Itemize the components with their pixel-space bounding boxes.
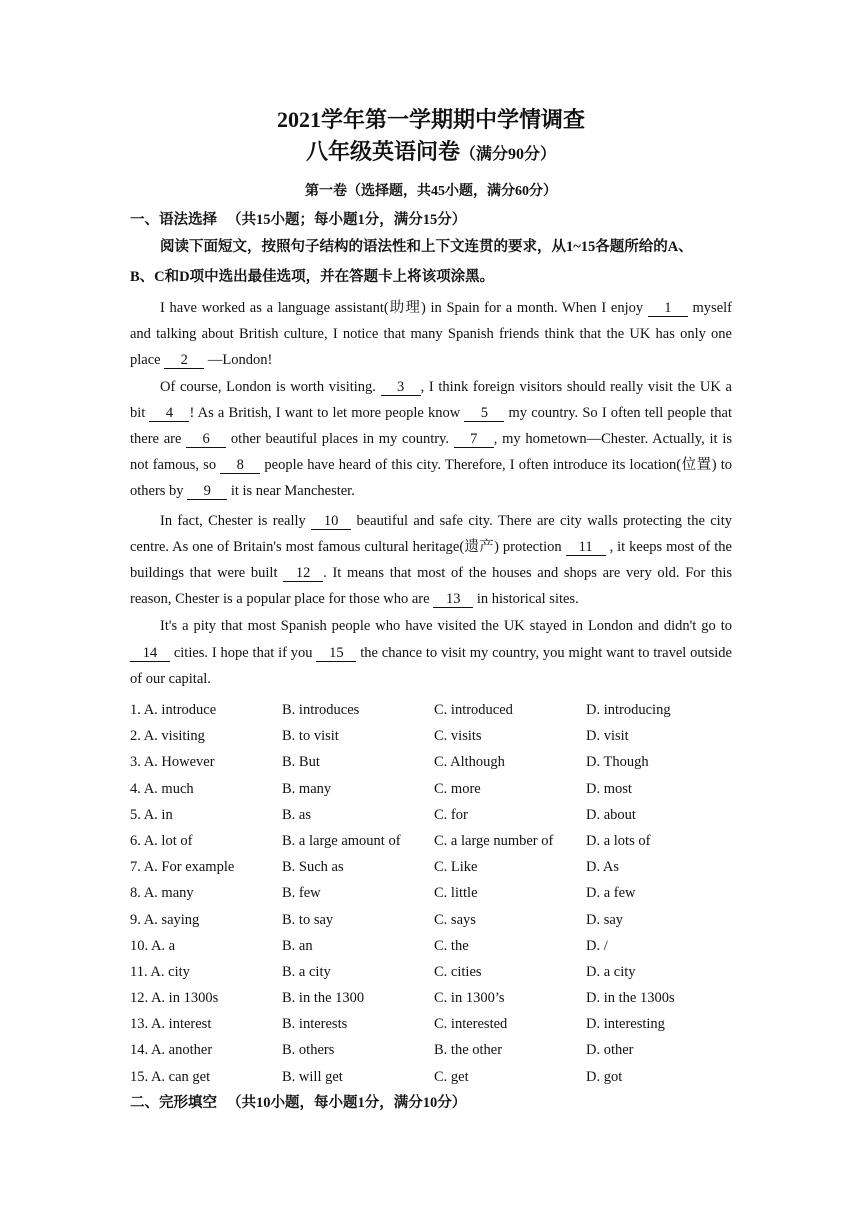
option-row: [130, 959, 732, 985]
answer-blank: 4: [149, 405, 189, 422]
option-choice: B. interests: [282, 1016, 348, 1033]
option-row: [130, 1037, 732, 1063]
option-choice: C. get: [434, 1068, 469, 1085]
exam-subtitle-text: 八年级英语问卷: [305, 139, 460, 164]
option-choice: C. cities: [434, 963, 482, 980]
answer-blank: 1: [648, 300, 688, 317]
option-choice: B. a large amount of: [282, 832, 401, 849]
option-row: [130, 1064, 732, 1090]
option-choice: C. Although: [434, 754, 505, 771]
option-choice: D. Though: [586, 754, 649, 771]
option-choice: B. few: [282, 885, 321, 902]
option-choice: D. a few: [586, 885, 636, 902]
option-choice: C. for: [434, 806, 468, 823]
option-choice: D. As: [586, 859, 620, 876]
option-row: [130, 933, 732, 959]
option-choice: B. others: [282, 1042, 335, 1059]
section2-title: 二、完形填空: [130, 1095, 217, 1111]
answer-blank: 7: [454, 431, 494, 448]
option-row: [130, 854, 732, 880]
option-choice: 1. A. introduce: [130, 702, 217, 718]
option-choice: C. little: [434, 885, 478, 902]
option-choice: 11. A. city: [130, 963, 190, 980]
option-choice: B. introduces: [282, 702, 360, 718]
option-choice: C. visits: [434, 728, 482, 745]
section2-heading: [130, 1091, 466, 1112]
section1-heading: [130, 208, 466, 229]
option-row: [130, 776, 732, 802]
option-choice: 14. A. another: [130, 1042, 213, 1059]
option-row: [130, 1011, 732, 1037]
answer-blank: 12: [283, 565, 323, 582]
answer-blank: 8: [220, 457, 260, 474]
option-choice: 4. A. much: [130, 780, 194, 797]
option-row: [130, 723, 732, 749]
option-choice: 8. A. many: [130, 885, 194, 902]
option-choice: B. in the 1300: [282, 990, 365, 1007]
answer-options: [130, 697, 732, 1090]
option-choice: D. in the 1300s: [586, 990, 675, 1007]
option-choice: B. an: [282, 937, 313, 954]
option-choice: 10. A. a: [130, 937, 176, 954]
exam-score-note: （满分90分）: [460, 146, 557, 163]
section1-note: （共15小题；每小题1分，满分15分）: [227, 212, 467, 228]
exam-subtitle: [130, 135, 732, 166]
option-choice: B. to visit: [282, 728, 339, 745]
option-choice: C. introduced: [434, 702, 513, 718]
option-choice: D. interesting: [586, 1016, 665, 1033]
option-row: [130, 802, 732, 828]
option-choice: D. about: [586, 806, 636, 823]
answer-blank: 3: [381, 379, 421, 396]
option-choice: B. many: [282, 780, 332, 797]
answer-blank: 9: [187, 483, 227, 500]
passage-paragraph: It's a pity that most Spanish people who have visited the UK stayed in London and didn't go to 14 cities. I hope that if you 15 the chance to visit my country, you might want to travel outside of our capital.: [130, 618, 732, 687]
option-choice: D. visit: [586, 728, 629, 745]
option-choice: B. will get: [282, 1068, 343, 1085]
option-row: [130, 828, 732, 854]
option-row: [130, 907, 732, 933]
option-row: [130, 985, 732, 1011]
answer-blank: 14: [130, 645, 170, 662]
option-row: [130, 697, 732, 723]
option-choice: 15. A. can get: [130, 1068, 211, 1085]
option-choice: 3. A. However: [130, 754, 215, 771]
passage-paragraph: In fact, Chester is really 10 beautiful and safe city. There are city walls protecting the city centre. As one of Britain's most famous cultural heritage(遗产) protection 11 , it keeps most of the buildings that were built 12 . It means that most of the houses and shops are very old. For this reason, Chester is a popular place for those who are 13 in historical sites.: [130, 512, 732, 608]
option-choice: 12. A. in 1300s: [130, 990, 219, 1007]
option-choice: C. in 1300’s: [434, 990, 505, 1007]
option-choice: D. a lots of: [586, 832, 651, 849]
passage-paragraph: Of course, London is worth visiting. 3 , I think foreign visitors should really visit the UK a bit 4 ! As a British, I want to let more people know 5 my country. So I often tell people that there are 6 other beautiful places in my country. 7 , my hometown—Chester. Actually, it is not famous, so 8 people have heard of this city. Therefore, I often introduce its location(位置) to others by 9 it is near Manchester.: [130, 378, 732, 500]
option-choice: C. the: [434, 937, 469, 954]
option-choice: D. say: [586, 911, 624, 928]
answer-blank: 2: [164, 352, 204, 369]
option-choice: D. got: [586, 1068, 623, 1085]
option-row: [130, 749, 732, 775]
exam-title: 2021学年第一学期期中学情调查: [276, 107, 585, 132]
option-choice: 2. A. visiting: [130, 728, 205, 745]
option-choice: 7. A. For example: [130, 859, 235, 876]
option-choice: D. other: [586, 1042, 634, 1059]
answer-blank: 6: [186, 431, 226, 448]
option-choice: C. interested: [434, 1016, 508, 1033]
option-choice: D. /: [586, 937, 608, 954]
section1-instruction-line1: 阅读下面短文，按照句子结构的语法性和上下文连贯的要求，从1~15各题所给的A、: [160, 239, 693, 255]
passage-paragraph: I have worked as a language assistant(助理) in Spain for a month. When I enjoy 1 myself and talking about British culture, I notice that many Spanish friends think that the UK has only one place 2 —London!: [130, 300, 732, 369]
option-choice: B. Such as: [282, 859, 344, 876]
option-choice: 13. A. interest: [130, 1016, 212, 1033]
section1-instruction-line2: B、C和D项中选出最佳选项，并在答题卡上将该项涂黑。: [130, 269, 495, 285]
answer-blank: 13: [433, 591, 473, 608]
option-choice: C. more: [434, 780, 481, 797]
option-choice: B. But: [282, 754, 320, 771]
option-choice: 5. A. in: [130, 806, 173, 823]
option-choice: D. introducing: [586, 702, 671, 718]
answer-blank: 5: [464, 405, 504, 422]
section2-note: （共10小题，每小题1分，满分10分）: [227, 1095, 467, 1111]
option-choice: C. says: [434, 911, 476, 928]
answer-blank: 15: [316, 645, 356, 662]
volume-heading: 第一卷（选择题，共45小题，满分60分）: [305, 184, 557, 199]
option-choice: C. a large number of: [434, 832, 554, 849]
option-choice: B. to say: [282, 911, 334, 928]
option-choice: D. a city: [586, 963, 636, 980]
option-choice: B. the other: [434, 1042, 503, 1059]
option-row: [130, 880, 732, 906]
option-choice: 6. A. lot of: [130, 832, 193, 849]
option-choice: B. a city: [282, 963, 331, 980]
answer-blank: 11: [566, 539, 606, 556]
option-choice: B. as: [282, 806, 311, 823]
answer-blank: 10: [311, 513, 351, 530]
option-choice: 9. A. saying: [130, 911, 200, 928]
option-choice: D. most: [586, 780, 632, 797]
reading-passage: [130, 295, 732, 692]
option-choice: C. Like: [434, 859, 478, 876]
section1-title: 一、语法选择: [130, 212, 217, 228]
